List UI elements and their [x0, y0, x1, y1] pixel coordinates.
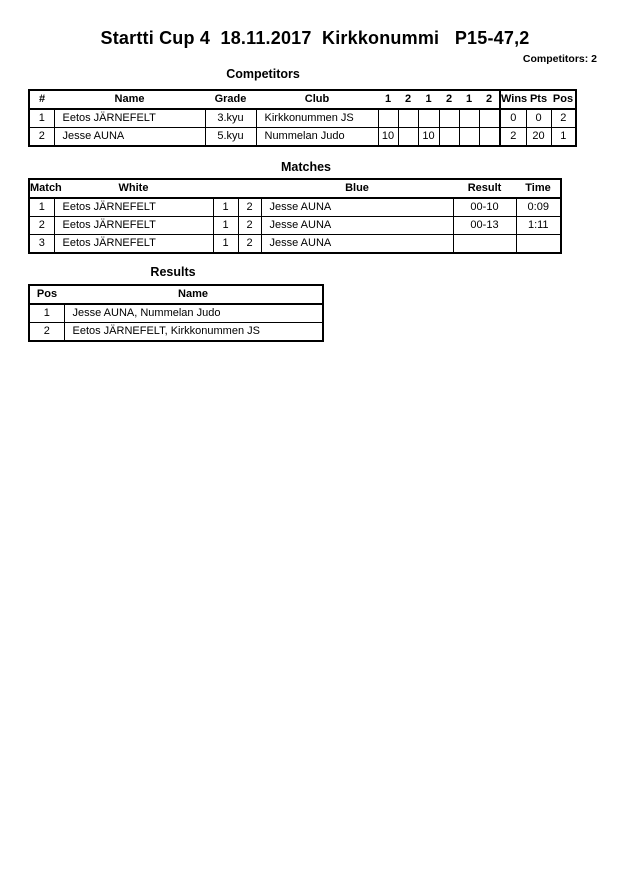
score-cell: 10	[378, 128, 398, 147]
match-time: 1:11	[516, 217, 561, 235]
white-name: Eetos JÄRNEFELT	[54, 235, 213, 254]
matches-heading: Matches	[280, 160, 332, 174]
col-header-blue-number	[238, 179, 261, 198]
pos-cell: 2	[551, 109, 576, 128]
col-header-grade: Grade	[205, 90, 256, 109]
white-competitor-number: 1	[213, 217, 238, 235]
col-header-blue: Blue	[261, 179, 453, 198]
competitor-grade: 3.kyu	[205, 109, 256, 128]
col-header-score: 2	[398, 90, 418, 109]
col-header-result: Result	[453, 179, 516, 198]
score-cell	[459, 128, 479, 147]
white-name: Eetos JÄRNEFELT	[54, 217, 213, 235]
white-competitor-number: 1	[213, 235, 238, 254]
col-header-score: 2	[479, 90, 500, 109]
col-header-number: #	[29, 90, 54, 109]
competitor-name: Eetos JÄRNEFELT	[54, 109, 205, 128]
result-name: Eetos JÄRNEFELT, Kirkkonummen JS	[64, 323, 323, 342]
match-row	[29, 217, 561, 235]
col-header-club: Club	[256, 90, 378, 109]
competitor-row	[29, 109, 576, 128]
match-result: 00-13	[453, 217, 516, 235]
score-cell: 10	[418, 128, 439, 147]
match-row	[29, 198, 561, 217]
match-row	[29, 235, 561, 254]
pts-cell: 20	[526, 128, 551, 147]
match-result: 00-10	[453, 198, 516, 217]
blue-competitor-number: 2	[238, 198, 261, 217]
competitor-number: 2	[29, 128, 54, 147]
pts-cell: 0	[526, 109, 551, 128]
match-number: 3	[29, 235, 54, 254]
white-name: Eetos JÄRNEFELT	[54, 198, 213, 217]
col-header-score: 2	[439, 90, 459, 109]
score-cell	[398, 109, 418, 128]
match-result	[453, 235, 516, 254]
result-name: Jesse AUNA, Nummelan Judo	[64, 304, 323, 323]
score-cell	[459, 109, 479, 128]
col-header-white-number	[213, 179, 238, 198]
competitors-count: Competitors: 2	[522, 53, 597, 65]
wins-cell: 2	[500, 128, 526, 147]
competitor-club: Kirkkonummen JS	[256, 109, 378, 128]
result-row	[29, 304, 323, 323]
competitor-grade: 5.kyu	[205, 128, 256, 147]
competitors-header-row	[29, 90, 576, 109]
competitor-club: Nummelan Judo	[256, 128, 378, 147]
result-pos: 1	[29, 304, 64, 323]
match-time: 0:09	[516, 198, 561, 217]
competitor-number: 1	[29, 109, 54, 128]
blue-name: Jesse AUNA	[261, 198, 453, 217]
pos-cell: 1	[551, 128, 576, 147]
competitors-table	[28, 89, 577, 147]
col-header-match: Match	[29, 179, 54, 198]
score-cell	[439, 128, 459, 147]
col-header-score: 1	[418, 90, 439, 109]
col-header-score: 1	[378, 90, 398, 109]
score-cell	[378, 109, 398, 128]
page-title: Startti Cup 4 18.11.2017 Kirkkonummi P15-47,2	[100, 28, 530, 48]
results-header-row	[29, 285, 323, 304]
competitor-row	[29, 128, 576, 147]
blue-competitor-number: 2	[238, 235, 261, 254]
competitor-name: Jesse AUNA	[54, 128, 205, 147]
col-header-score: 1	[459, 90, 479, 109]
match-number: 1	[29, 198, 54, 217]
blue-name: Jesse AUNA	[261, 217, 453, 235]
score-cell	[418, 109, 439, 128]
results-heading: Results	[150, 265, 196, 279]
result-pos: 2	[29, 323, 64, 342]
score-cell	[479, 128, 500, 147]
col-header-time: Time	[516, 179, 561, 198]
match-number: 2	[29, 217, 54, 235]
score-cell	[479, 109, 500, 128]
matches-header-row	[29, 179, 561, 198]
col-header-wins: Wins	[500, 90, 526, 109]
blue-competitor-number: 2	[238, 217, 261, 235]
matches-table	[28, 178, 562, 254]
match-time	[516, 235, 561, 254]
wins-cell: 0	[500, 109, 526, 128]
white-competitor-number: 1	[213, 198, 238, 217]
col-header-name: Name	[64, 285, 323, 304]
col-header-white: White	[54, 179, 213, 198]
col-header-pos: Pos	[29, 285, 64, 304]
col-header-pos: Pos	[551, 90, 576, 109]
blue-name: Jesse AUNA	[261, 235, 453, 254]
col-header-pts: Pts	[526, 90, 551, 109]
score-cell	[439, 109, 459, 128]
score-cell	[398, 128, 418, 147]
result-row	[29, 323, 323, 342]
competitors-heading: Competitors	[226, 67, 300, 81]
results-table	[28, 284, 324, 342]
col-header-name: Name	[54, 90, 205, 109]
